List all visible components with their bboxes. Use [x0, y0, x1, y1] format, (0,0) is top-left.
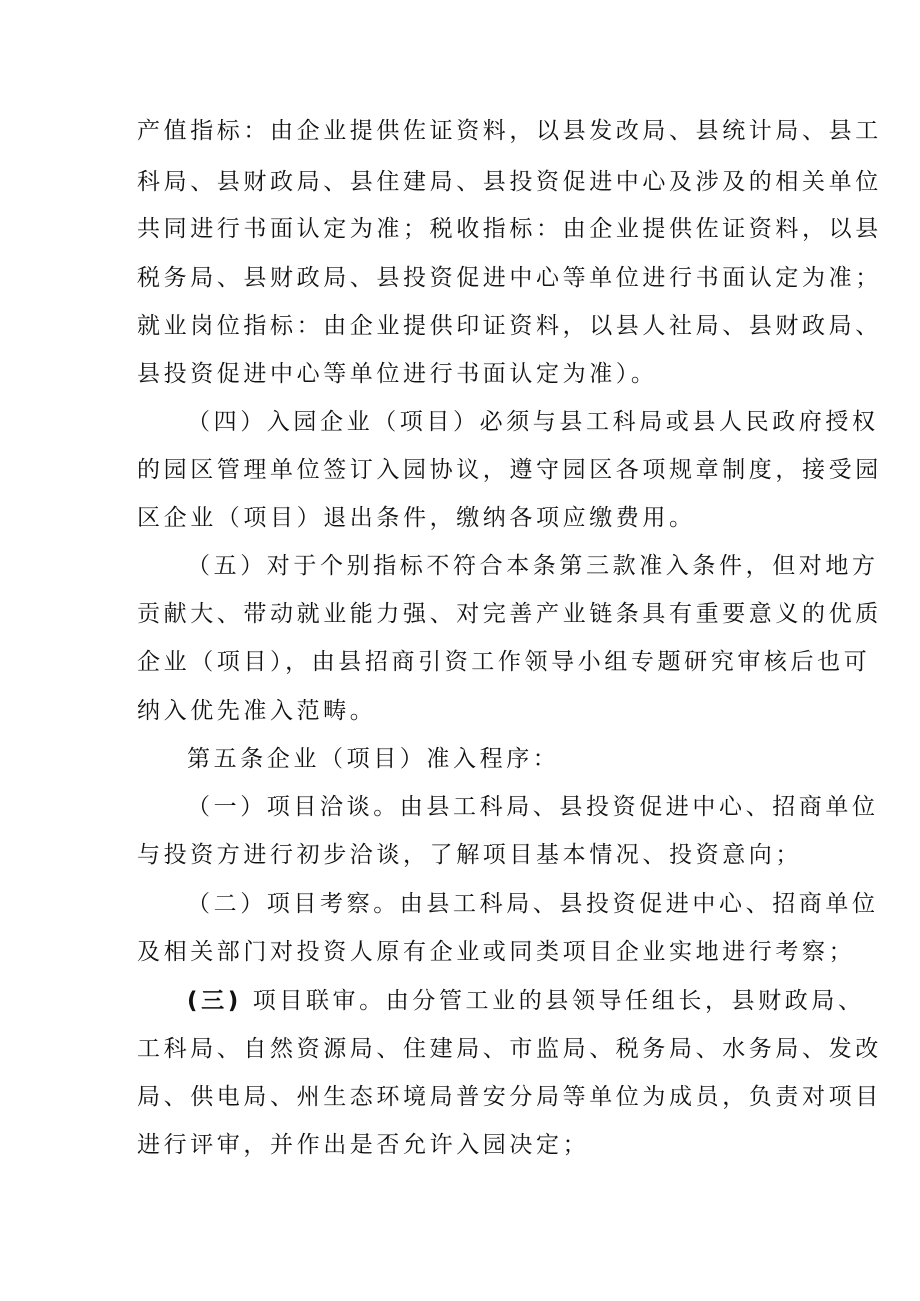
paragraph-line: （四）入园企业（项目）必须与县工科局或县人民政府授权	[187, 409, 879, 435]
paragraph-line: 工科局、自然资源局、住建局、市监局、税务局、水务局、发改	[137, 1036, 882, 1062]
paragraph-line: 税务局、县财政局、县投资促进中心等单位进行书面认定为准；	[137, 265, 882, 291]
paragraph-line: 纳入优先准入范畴。	[137, 698, 377, 724]
article-heading: 第五条企业（项目）准入程序：	[187, 746, 560, 772]
paragraph-line: 企业（项目），由县招商引资工作领导小组专题研究审核后也可	[137, 649, 871, 675]
paragraph-line: 进行评审，并作出是否允许入园决定；	[137, 1132, 590, 1158]
paragraph-line: （一）项目洽谈。由县工科局、县投资促进中心、招商单位	[187, 794, 879, 820]
item-text: 项目联审。由分管工业的县领导任组长，县财政局、	[252, 988, 865, 1014]
paragraph-line: 科局、县财政局、县住建局、县投资促进中心及涉及的相关单位	[137, 169, 882, 195]
paragraph-line: 的园区管理单位签订入园协议，遵守园区各项规章制度，接受园	[137, 457, 882, 483]
paragraph-line: 及相关部门对投资人原有企业或同类项目企业实地进行考察；	[137, 939, 856, 965]
paragraph-line: 贡献大、带动就业能力强、对完善产业链条具有重要意义的优质	[137, 601, 882, 627]
paragraph-line: 区企业（项目）退出条件，缴纳各项应缴费用。	[137, 505, 696, 531]
paragraph-line: （五）对于个别指标不符合本条第三款准入条件，但对地方	[187, 553, 879, 579]
paragraph-line: 县投资促进中心等单位进行书面认定为准）。	[137, 361, 658, 387]
paragraph-line: 局、供电局、州生态环境局普安分局等单位为成员，负责对项目	[137, 1084, 882, 1110]
paragraph-line: 共同进行书面认定为准；税收指标：由企业提供佐证资料，以县	[137, 216, 882, 242]
item-marker: (三)	[187, 988, 242, 1014]
paragraph-line: （二）项目考察。由县工科局、县投资促进中心、招商单位	[187, 891, 879, 917]
paragraph-line: 与投资方进行初步洽谈，了解项目基本情况、投资意向；	[137, 842, 802, 868]
paragraph-line: 产值指标：由企业提供佐证资料，以县发改局、县统计局、县工	[137, 118, 882, 144]
paragraph-line	[187, 986, 865, 1016]
paragraph-line: 就业岗位指标：由企业提供印证资料，以县人社局、县财政局、	[137, 313, 882, 339]
